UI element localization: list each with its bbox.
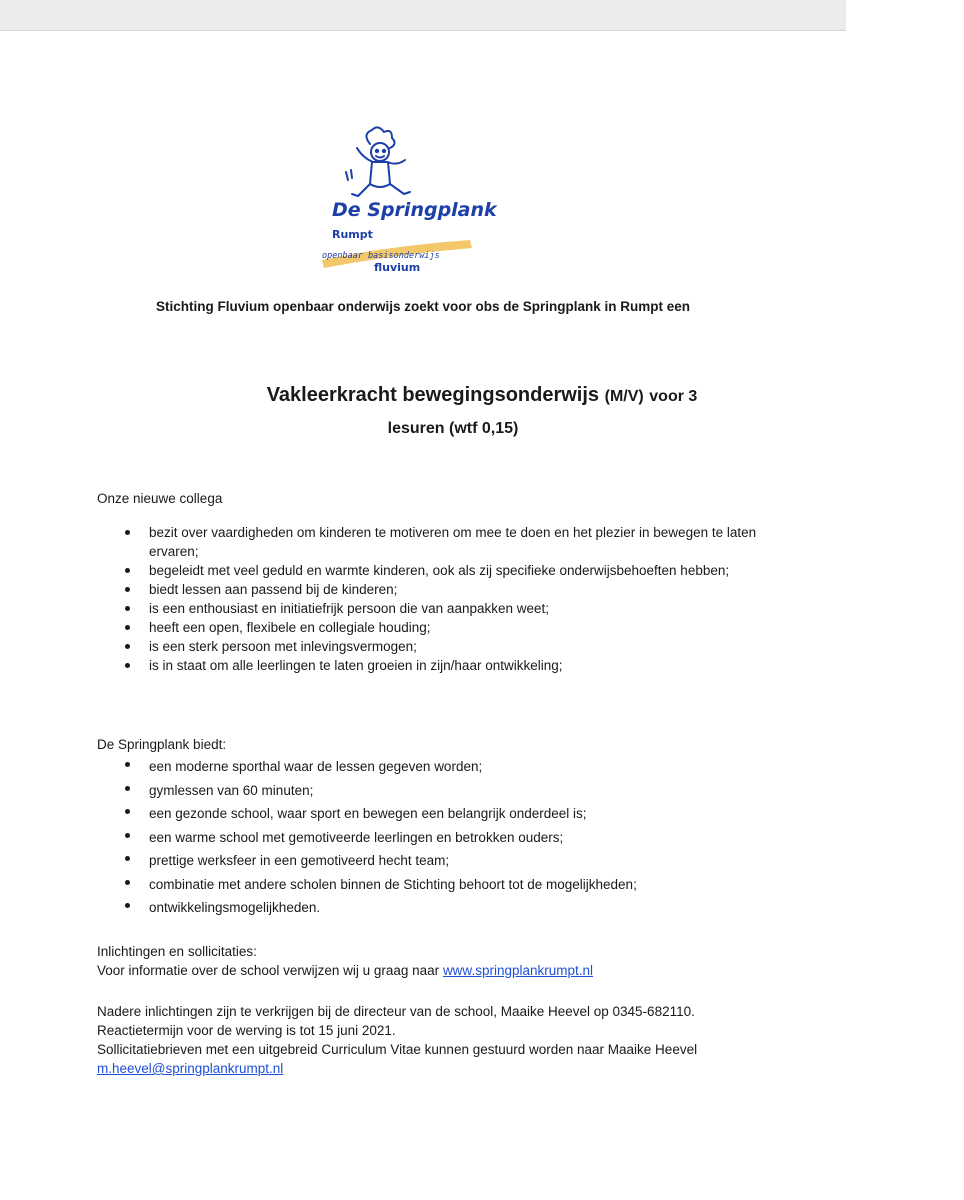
title-gender: (M/V) bbox=[604, 388, 644, 405]
intro-line: Stichting Fluvium openbaar onderwijs zoekt voor obs de Springplank in Rumpt een bbox=[155, 299, 691, 314]
list-item: een moderne sporthal waar de lessen gegeven worden; bbox=[97, 755, 767, 779]
section1-heading: Onze nieuwe collega bbox=[97, 491, 223, 506]
list-item: ontwikkelingsmogelijkheden. bbox=[97, 896, 767, 920]
logo-place: Rumpt bbox=[332, 228, 373, 241]
section1-list bbox=[97, 523, 767, 675]
list-item: begeleidt met veel geduld en warmte kinderen, ook als zij specifieke onderwijsbehoeften hebben; bbox=[97, 561, 767, 580]
contact-info-line bbox=[97, 962, 593, 980]
logo-tagline: openbaar basisonderwijs bbox=[322, 251, 440, 261]
list-item: is een enthousiast en initiatiefrijk persoon die van aanpakken weet; bbox=[97, 599, 767, 618]
logo-name: De Springplank bbox=[332, 199, 497, 221]
contact-details-line3: Sollicitatiebrieven met een uitgebreid Curriculum Vitae kunnen gestuurd worden naar Maaike Heevel bbox=[97, 1042, 698, 1057]
list-item: prettige werksfeer in een gemotiveerd hecht team; bbox=[97, 849, 767, 873]
section2-heading: De Springplank biedt: bbox=[97, 737, 227, 752]
list-item: is in staat om alle leerlingen te laten groeien in zijn/haar ontwikkeling; bbox=[97, 656, 767, 675]
title-main: Vakleerkracht bewegingsonderwijs bbox=[266, 384, 600, 406]
contact-info-text: Voor informatie over de school verwijzen wij u graag naar bbox=[97, 963, 443, 978]
contact-details-line1: Nadere inlichtingen zijn te verkrijgen bij de directeur van de school, Maaike Heevel op 0345-682110. bbox=[97, 1004, 695, 1019]
school-logo bbox=[318, 128, 497, 278]
list-item: een gezonde school, waar sport en bewegen een belangrijk onderdeel is; bbox=[97, 802, 767, 826]
list-item: heeft een open, flexibele en collegiale houding; bbox=[97, 618, 767, 637]
viewer-top-bar bbox=[0, 0, 846, 31]
vacancy-title-line2: lesuren (wtf 0,15) bbox=[387, 420, 519, 437]
list-item: bezit over vaardigheden om kinderen te motiveren om mee te doen en het plezier in bewegen te laten ervaren; bbox=[97, 523, 767, 561]
list-item: biedt lessen aan passend bij de kinderen; bbox=[97, 580, 767, 599]
list-item: is een sterk persoon met inlevingsvermogen; bbox=[97, 637, 767, 656]
email-line bbox=[97, 1060, 283, 1078]
list-item: een warme school met gemotiveerde leerlingen en betrokken ouders; bbox=[97, 826, 767, 850]
website-link[interactable]: www.springplankrumpt.nl bbox=[442, 963, 593, 978]
contact-details-line2: Reactietermijn voor de werving is tot 15 juni 2021. bbox=[97, 1023, 396, 1038]
jumping-figure-icon bbox=[346, 127, 410, 196]
logo-org: fluvium bbox=[374, 261, 421, 274]
section2-list bbox=[97, 755, 767, 920]
list-item: gymlessen van 60 minuten; bbox=[97, 779, 767, 803]
contact-heading: Inlichtingen en sollicitaties: bbox=[97, 944, 257, 959]
vacancy-title bbox=[0, 384, 964, 407]
title-suffix: voor 3 bbox=[649, 388, 698, 405]
email-link[interactable]: m.heevel@springplankrumpt.nl bbox=[97, 1061, 284, 1076]
list-item: combinatie met andere scholen binnen de Stichting behoort tot de mogelijkheden; bbox=[97, 873, 767, 897]
